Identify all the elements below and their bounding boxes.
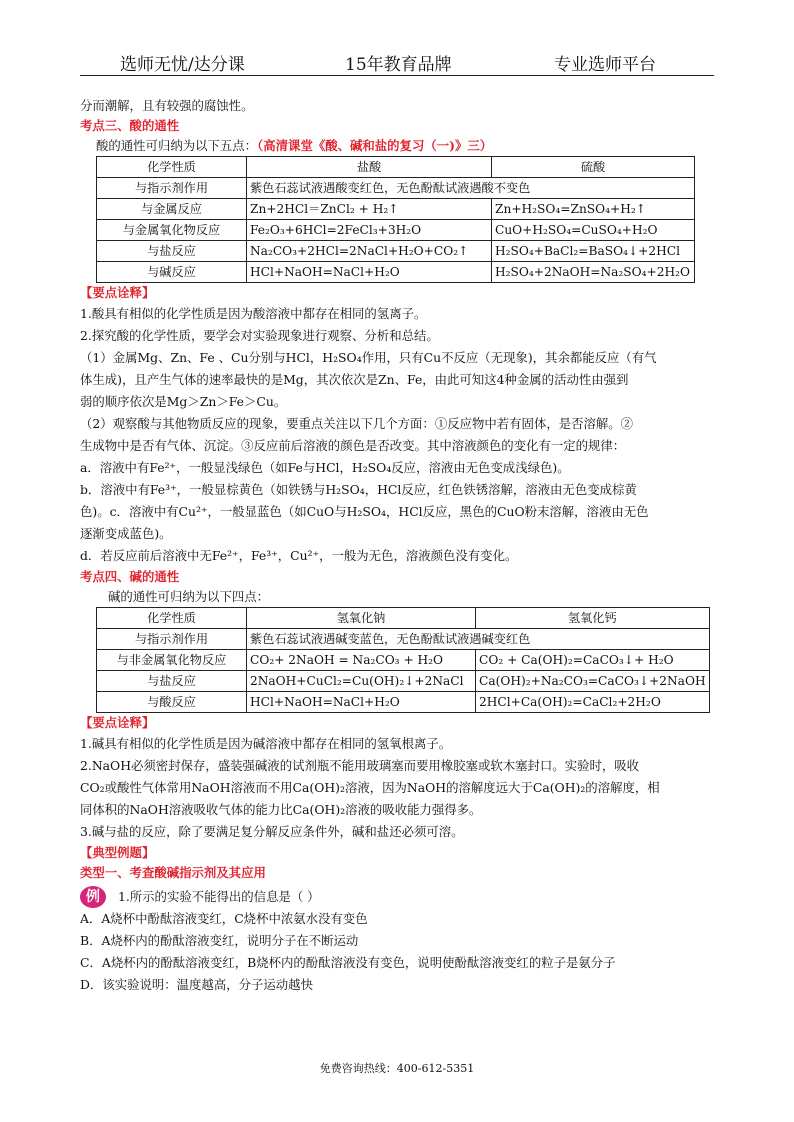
table-cell-property: 与酸反应 [97,692,247,713]
table-cell: CO₂+ 2NaOH = Na₂CO₃ + H₂O [247,650,476,671]
table-cell-property: 与金属氧化物反应 [97,220,247,241]
note-line: 1.酸具有相似的化学性质是因为酸溶液中都存在相同的氢离子。 [80,306,427,321]
examples-type1: 类型一、考查酸碱指示剂及其应用 [80,865,266,880]
table-cell-property: 与盐反应 [97,241,247,262]
acid-properties-table [96,156,695,283]
section3-lead-ref: （高清课堂《酸、碱和盐的复习（一)》三） [257,138,493,153]
intro-line: 分而潮解，且有较强的腐蚀性。 [80,98,254,113]
table-row [97,671,710,692]
table-cell-property: 与指示剂作用 [97,178,247,199]
table-cell: CO₂ + Ca(OH)₂=CaCO₃↓+ H₂O [476,650,710,671]
table-cell: CuO+H₂SO₄=CuSO₄+H₂O [492,220,695,241]
table-cell-property: 与金属反应 [97,199,247,220]
section3-lead [80,136,714,156]
footer-hotline: 免费咨询热线：400-612-5351 [319,1062,475,1075]
note-line: 1.碱具有相似的化学性质是因为碱溶液中都存在相同的氢氧根离子。 [80,736,452,751]
note-line: 体生成)，且产生气体的速率最快的是Mg，其次依次是Zn、Fe，由此可知这4种金属的活动性由强到 [80,372,629,387]
table-cell: Zn+H₂SO₄=ZnSO₄+H₂↑ [492,199,695,220]
note-line: 3.碱与盐的反应，除了要满足复分解反应条件外，碱和盐还必须可溶。 [80,824,464,839]
base-properties-table [96,607,710,713]
table-cell: HCl+NaOH=NaCl+H₂O [247,262,492,283]
section3-notes-title: 【要点诠释】 [80,285,155,300]
header-right: 专业选师平台 [554,55,656,75]
table-header: 氢氧化钙 [476,608,710,629]
table-header: 硫酸 [492,157,695,178]
table-header: 化学性质 [97,608,247,629]
table-cell: HCl+NaOH=NaCl+H₂O [247,692,476,713]
note-line: b．溶液中有Fe³⁺，一般显棕黄色（如铁锈与H₂SO₄，HCl反应，红色铁锈溶解，溶液由无色变成棕黄 [80,482,637,497]
table-row [97,650,710,671]
section4-notes-title: 【要点诠释】 [80,715,155,730]
table-row [97,692,710,713]
note-line: 弱的顺序依次是Mg＞Zn＞Fe＞Cu。 [80,394,287,409]
question-line [80,886,714,908]
table-cell: Na₂CO₃+2HCl=2NaCl+H₂O+CO₂↑ [247,241,492,262]
table-cell-merged: 紫色石蕊试液遇酸变红色，无色酚酞试液遇酸不变色 [247,178,695,199]
note-line: （2）观察酸与其他物质反应的现象，要重点关注以下几个方面：①反应物中若有固体，是否溶解。② [80,416,634,431]
header-center: 15年教育品牌 [345,55,452,75]
note-line: 逐渐变成蓝色)。 [80,526,172,541]
option-a: A．A烧杯中酚酞溶液变红，C烧杯中浓氨水没有变色 [80,911,368,926]
table-cell: H₂SO₄+2NaOH=Na₂SO₄+2H₂O [492,262,695,283]
document-body [80,96,714,996]
note-line: 生成物中是否有气体、沉淀。③反应前后溶液的颜色是否改变。其中溶液颜色的变化有一定的规律： [80,438,626,453]
table-row [97,178,695,199]
table-row [97,629,710,650]
table-cell-property: 与碱反应 [97,262,247,283]
header-left: 选师无忧/达分课 [120,55,245,75]
table-header: 化学性质 [97,157,247,178]
table-cell: Zn+2HCl＝ZnCl₂ + H₂↑ [247,199,492,220]
table-cell: 2NaOH+CuCl₂=Cu(OH)₂↓+2NaCl [247,671,476,692]
note-line: 色)。c．溶液中有Cu²⁺，一般显蓝色（如CuO与H₂SO₄，HCl反应，黑色的CuO粉末溶解，溶液由无色 [80,504,649,519]
examples-title: 【典型例题】 [80,845,155,860]
table-cell: 2HCl+Ca(OH)₂=CaCl₂+2H₂O [476,692,710,713]
section3-title: 考点三、酸的通性 [80,118,180,133]
header-divider [80,75,714,76]
question-text: 1.所示的实验不能得出的信息是（ ） [117,888,320,904]
table-cell: Ca(OH)₂+Na₂CO₃=CaCO₃↓+2NaOH [476,671,710,692]
table-cell-property: 与盐反应 [97,671,247,692]
note-line: （1）金属Mg、Zn、Fe 、Cu分别与HCl，H₂SO₄作用，只有Cu不反应（无现象)，其余都能反应（有气 [80,350,657,365]
table-row [97,241,695,262]
table-row [97,199,695,220]
table-header-row [97,608,710,629]
table-cell-property: 与指示剂作用 [97,629,247,650]
example-badge-icon: 例 [80,886,106,908]
table-cell-merged: 紫色石蕊试液遇碱变蓝色，无色酚酞试液遇碱变红色 [247,629,710,650]
note-line: 2.NaOH必须密封保存，盛装强碱液的试剂瓶不能用玻璃塞而要用橡胶塞或软木塞封口。实验时，吸收 [80,758,640,773]
note-line: CO₂或酸性气体常用NaOH溶液而不用Ca(OH)₂溶液，因为NaOH的溶解度远大于Ca(OH)₂的溶解度，相 [80,780,660,795]
table-cell-property: 与非金属氧化物反应 [97,650,247,671]
note-line: a．溶液中有Fe²⁺，一般显浅绿色（如Fe与HCl，H₂SO₄反应，溶液由无色变成浅绿色)。 [80,460,570,475]
table-row [97,262,695,283]
note-line: 同体积的NaOH溶液吸收气体的能力比Ca(OH)₂溶液的吸收能力强得多。 [80,802,482,817]
note-line: 2.探究酸的化学性质，要学会对实验现象进行观察、分析和总结。 [80,328,439,343]
table-header-row [97,157,695,178]
table-cell: H₂SO₄+BaCl₂=BaSO₄↓+2HCl [492,241,695,262]
table-header: 盐酸 [247,157,492,178]
section3-lead-text: 酸的通性可归纳为以下五点： [96,138,258,153]
table-row [97,220,695,241]
section4-lead: 碱的通性可归纳为以下四点： [108,589,270,604]
option-d: D．该实验说明：温度越高，分子运动越快 [80,977,313,992]
section4-title: 考点四、碱的通性 [80,569,180,584]
page-header [0,50,794,74]
option-c: C．A烧杯内的酚酞溶液变红，B烧杯内的酚酞溶液没有变色，说明使酚酞溶液变红的粒子是氨分子 [80,955,616,970]
option-b: B．A烧杯内的酚酞溶液变红，说明分子在不断运动 [80,933,359,948]
table-cell: Fe₂O₃+6HCl=2FeCl₃+3H₂O [247,220,492,241]
table-header: 氢氧化钠 [247,608,476,629]
note-line: d．若反应前后溶液中无Fe²⁺，Fe³⁺，Cu²⁺，一般为无色，溶液颜色没有变化。 [80,548,518,563]
